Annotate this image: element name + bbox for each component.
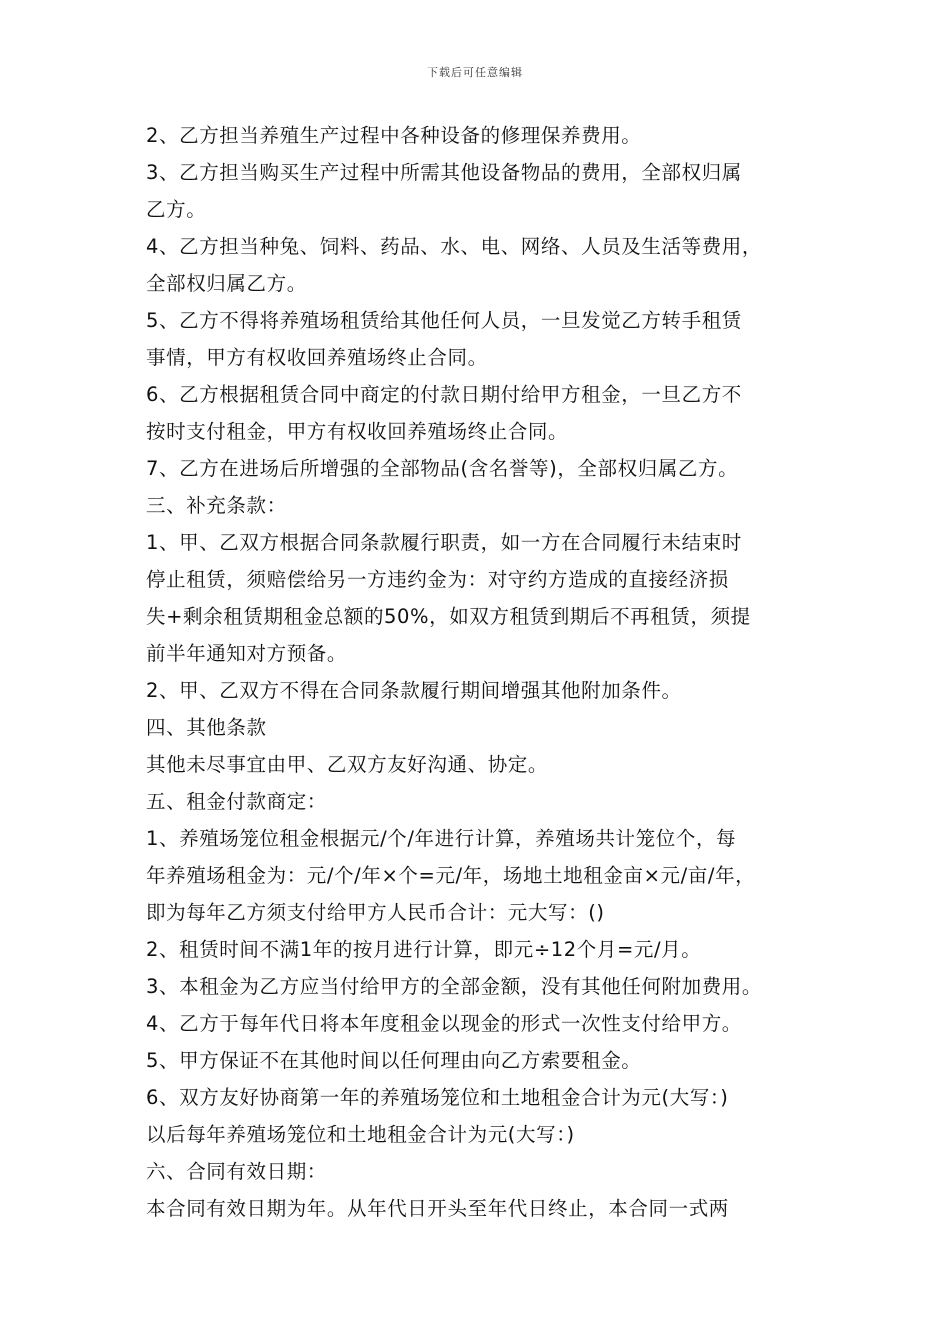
- body-line: 5、乙方不得将养殖场租赁给其他任何人员，一旦发觉乙方转手租赁: [146, 309, 742, 332]
- body-line: 停止租赁，须赔偿给另一方违约金为：对守约方造成的直接经济损: [146, 568, 729, 591]
- section-heading: 四、其他条款: [146, 716, 267, 739]
- section-heading: 三、补充条款：: [146, 494, 287, 517]
- body-line: 其他未尽事宜由甲、乙双方友好沟通、协定。: [146, 753, 549, 776]
- document-body: [146, 117, 826, 1227]
- body-line: 6、乙方根据租赁合同中商定的付款日期付给甲方租金，一旦乙方不: [146, 383, 742, 406]
- body-line: 3、本租金为乙方应当付给甲方的全部金额，没有其他任何附加费用。: [146, 975, 763, 998]
- body-line: 按时支付租金，甲方有权收回养殖场终止合同。: [146, 420, 569, 443]
- body-line: 乙方。: [146, 198, 207, 221]
- body-line: 7、乙方在进场后所增强的全部物品(含名誉等)，全部权归属乙方。: [146, 457, 739, 480]
- body-line: 2、租赁时间不满1年的按月进行计算，即元÷12个月=元/月。: [146, 938, 702, 961]
- body-line: 6、双方友好协商第一年的养殖场笼位和土地租金合计为元(大写：): [146, 1086, 729, 1109]
- body-line: 以后每年养殖场笼位和土地租金合计为元(大写：): [146, 1123, 575, 1146]
- body-line: 事情，甲方有权收回养殖场终止合同。: [146, 346, 488, 369]
- body-line: 本合同有效日期为年。从年代日开头至年代日终止，本合同一式两: [146, 1197, 729, 1220]
- body-line: 前半年通知对方预备。: [146, 642, 348, 665]
- body-line: 5、甲方保证不在其他时间以任何理由向乙方索要租金。: [146, 1049, 642, 1072]
- section-heading: 五、租金付款商定：: [146, 790, 327, 813]
- body-line: 4、乙方担当种兔、饲料、药品、水、电、网络、人员及生活等费用，: [146, 235, 763, 258]
- body-line: 失+剩余租赁期租金总额的50%，如双方租赁到期后不再租赁，须提: [146, 605, 751, 628]
- body-line: 3、乙方担当购买生产过程中所需其他设备物品的费用，全部权归属: [146, 161, 742, 184]
- body-line: 即为每年乙方须支付给甲方人民币合计：元大写：(): [146, 901, 605, 924]
- body-line: 4、乙方于每年代日将本年度租金以现金的形式一次性支付给甲方。: [146, 1012, 742, 1035]
- body-line: 2、乙方担当养殖生产过程中各种设备的修理保养费用。: [146, 124, 642, 147]
- body-line: 全部权归属乙方。: [146, 272, 307, 295]
- body-line: 1、养殖场笼位租金根据元/个/年进行计算，养殖场共计笼位个，每: [146, 827, 737, 850]
- body-line: 1、甲、乙双方根据合同条款履行职责，如一方在合同履行未结束时: [146, 531, 742, 554]
- body-line: 年养殖场租金为：元/个/年×个=元/年，场地土地租金亩×元/亩/年，: [146, 864, 756, 887]
- body-line: 2、甲、乙双方不得在合同条款履行期间增强其他附加条件。: [146, 679, 682, 702]
- section-heading: 六、合同有效日期：: [146, 1160, 327, 1183]
- header-note: 下载后可任意编辑: [427, 66, 523, 79]
